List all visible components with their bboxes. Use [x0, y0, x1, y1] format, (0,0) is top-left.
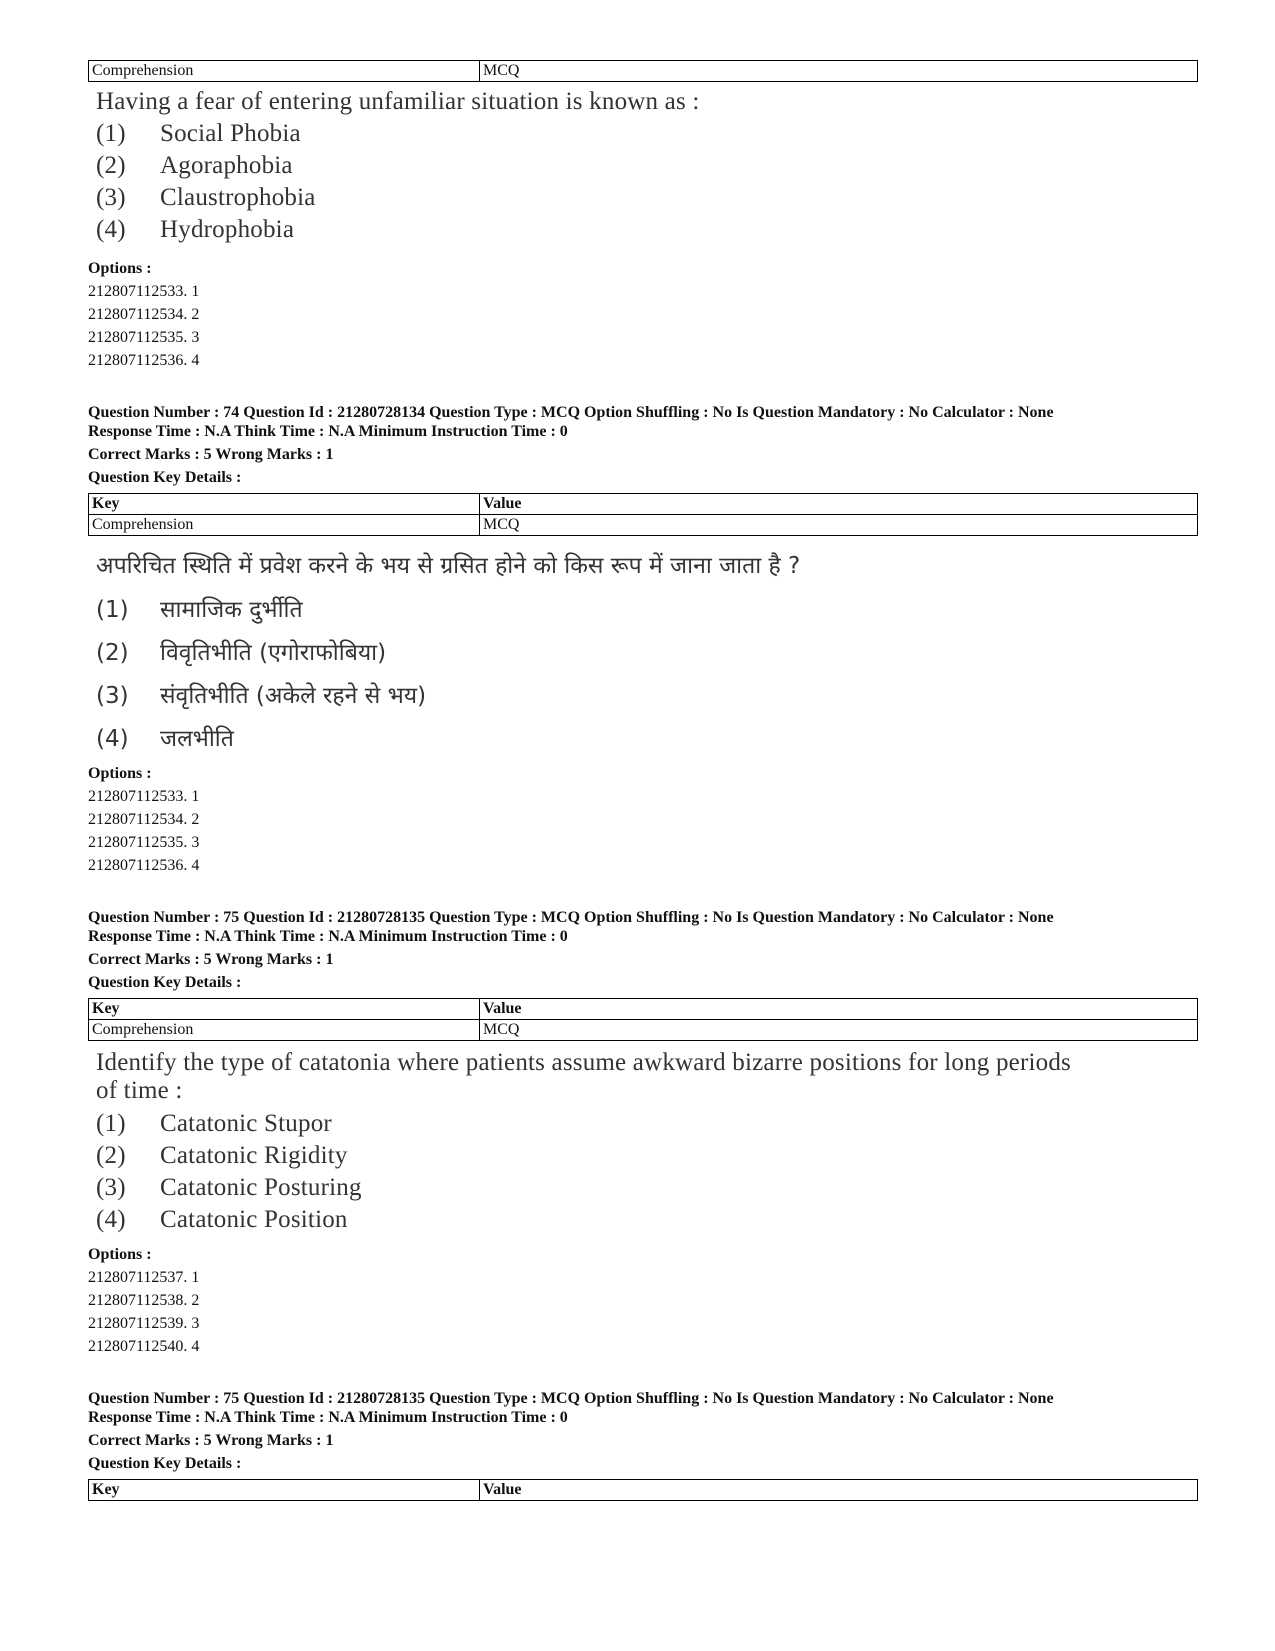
value-header: Value: [480, 1480, 1198, 1501]
q75b-key-details-label: Question Key Details :: [88, 1455, 242, 1472]
option-label: Social Phobia: [160, 120, 301, 147]
q73-option-id-4: 212807112536. 4: [88, 352, 200, 369]
key-header: Key: [89, 494, 480, 515]
q73-option-id-2: 212807112534. 2: [88, 306, 200, 323]
q75-meta-line2: Response Time : N.A Think Time : N.A Minimum Instruction Time : 0: [88, 928, 568, 945]
option-number: (4): [96, 726, 129, 752]
table-row: [89, 515, 1198, 536]
option-label: Hydrophobia: [160, 216, 295, 243]
q73-options-label: Options :: [88, 260, 152, 277]
q75-option-1: [96, 1110, 332, 1138]
q75-key-details-label: Question Key Details :: [88, 974, 242, 991]
value-header: Value: [480, 999, 1198, 1020]
option-number: (3): [96, 683, 129, 709]
table-row: [89, 61, 1198, 82]
q73-option-4: [96, 216, 294, 244]
q75-option-id-3: 212807112539. 3: [88, 1315, 200, 1332]
key-cell: Comprehension: [89, 1020, 480, 1041]
q73-option-2: [96, 152, 293, 180]
q74-option-id-4: 212807112536. 4: [88, 857, 200, 874]
q74-meta-line1: Question Number : 74 Question Id : 21280728134 Question Type : MCQ Option Shuffling : No Is Question Mandatory : No Calculator : None: [88, 404, 1054, 421]
key-header: Key: [89, 999, 480, 1020]
option-label: Catatonic Posturing: [160, 1174, 362, 1201]
option-number: (2): [96, 1142, 126, 1169]
table-header-row: [89, 999, 1198, 1020]
q74-option-id-3: 212807112535. 3: [88, 834, 200, 851]
q74-option-id-1: 212807112533. 1: [88, 788, 200, 805]
key-cell: Comprehension: [89, 61, 480, 82]
q75-option-3: [96, 1174, 362, 1202]
table-header-row: [89, 494, 1198, 515]
option-label: संवृतिभीति (अकेले रहने से भय): [160, 683, 427, 709]
q75-question-text-line2: of time :: [96, 1077, 183, 1104]
key-cell: Comprehension: [89, 515, 480, 536]
q75-marks: Correct Marks : 5 Wrong Marks : 1: [88, 951, 334, 968]
q73-option-id-1: 212807112533. 1: [88, 283, 200, 300]
q75-option-id-1: 212807112537. 1: [88, 1269, 200, 1286]
option-label: सामाजिक दुर्भीति: [160, 597, 303, 623]
option-label: Agoraphobia: [160, 152, 293, 179]
option-label: Catatonic Rigidity: [160, 1142, 348, 1169]
q75-question-text-line1: Identify the type of catatonia where patients assume awkward bizarre positions for long periods: [96, 1049, 1071, 1076]
q74-key-table: [88, 493, 1198, 536]
q74-option-id-2: 212807112534. 2: [88, 811, 200, 828]
q73-key-table: [88, 60, 1198, 82]
q73-option-1: [96, 120, 301, 148]
table-row: [89, 1020, 1198, 1041]
value-cell: MCQ: [480, 61, 1198, 82]
q74-meta-line2: Response Time : N.A Think Time : N.A Minimum Instruction Time : 0: [88, 423, 568, 440]
option-label: जलभीति: [160, 726, 234, 752]
q75-option-2: [96, 1142, 348, 1170]
value-cell: MCQ: [480, 1020, 1198, 1041]
q74-option-2: [96, 635, 386, 667]
q74-marks: Correct Marks : 5 Wrong Marks : 1: [88, 446, 334, 463]
table-header-row: [89, 1480, 1198, 1501]
q75b-meta-line2: Response Time : N.A Think Time : N.A Minimum Instruction Time : 0: [88, 1409, 568, 1426]
q74-key-details-label: Question Key Details :: [88, 469, 242, 486]
q75b-meta-line1: Question Number : 75 Question Id : 21280728135 Question Type : MCQ Option Shuffling : No Is Question Mandatory : No Calculator : None: [88, 1390, 1054, 1407]
value-cell: MCQ: [480, 515, 1198, 536]
q73-option-id-3: 212807112535. 3: [88, 329, 200, 346]
q75-options-label: Options :: [88, 1246, 152, 1263]
q74-option-4: [96, 721, 234, 753]
q74-option-3: [96, 678, 426, 710]
option-number: (1): [96, 120, 126, 147]
q73-option-3: [96, 184, 316, 212]
option-label: विवृतिभीति (एगोराफोबिया): [160, 640, 387, 666]
value-header: Value: [480, 494, 1198, 515]
q75b-key-table: [88, 1479, 1198, 1501]
option-number: (3): [96, 1174, 126, 1201]
option-label: Claustrophobia: [160, 184, 316, 211]
q75b-marks: Correct Marks : 5 Wrong Marks : 1: [88, 1432, 334, 1449]
option-label: Catatonic Position: [160, 1206, 348, 1233]
option-number: (2): [96, 152, 126, 179]
q75-meta-line1: Question Number : 75 Question Id : 21280728135 Question Type : MCQ Option Shuffling : No Is Question Mandatory : No Calculator : None: [88, 909, 1054, 926]
q75-option-4: [96, 1206, 348, 1234]
option-number: (3): [96, 184, 126, 211]
key-header: Key: [89, 1480, 480, 1501]
q74-option-1: [96, 592, 303, 624]
option-label: Catatonic Stupor: [160, 1110, 332, 1137]
option-number: (2): [96, 640, 129, 666]
q75-key-table: [88, 998, 1198, 1041]
option-number: (1): [96, 597, 129, 623]
q75-option-id-2: 212807112538. 2: [88, 1292, 200, 1309]
q74-question-text: अपरिचित स्थिति में प्रवेश करने के भय से ग्रसित होने को किस रूप में जाना जाता है ?: [96, 553, 801, 579]
q75-option-id-4: 212807112540. 4: [88, 1338, 200, 1355]
option-number: (4): [96, 1206, 126, 1233]
q73-question-text: Having a fear of entering unfamiliar situation is known as :: [96, 88, 700, 115]
option-number: (4): [96, 216, 126, 243]
q74-options-label: Options :: [88, 765, 152, 782]
option-number: (1): [96, 1110, 126, 1137]
